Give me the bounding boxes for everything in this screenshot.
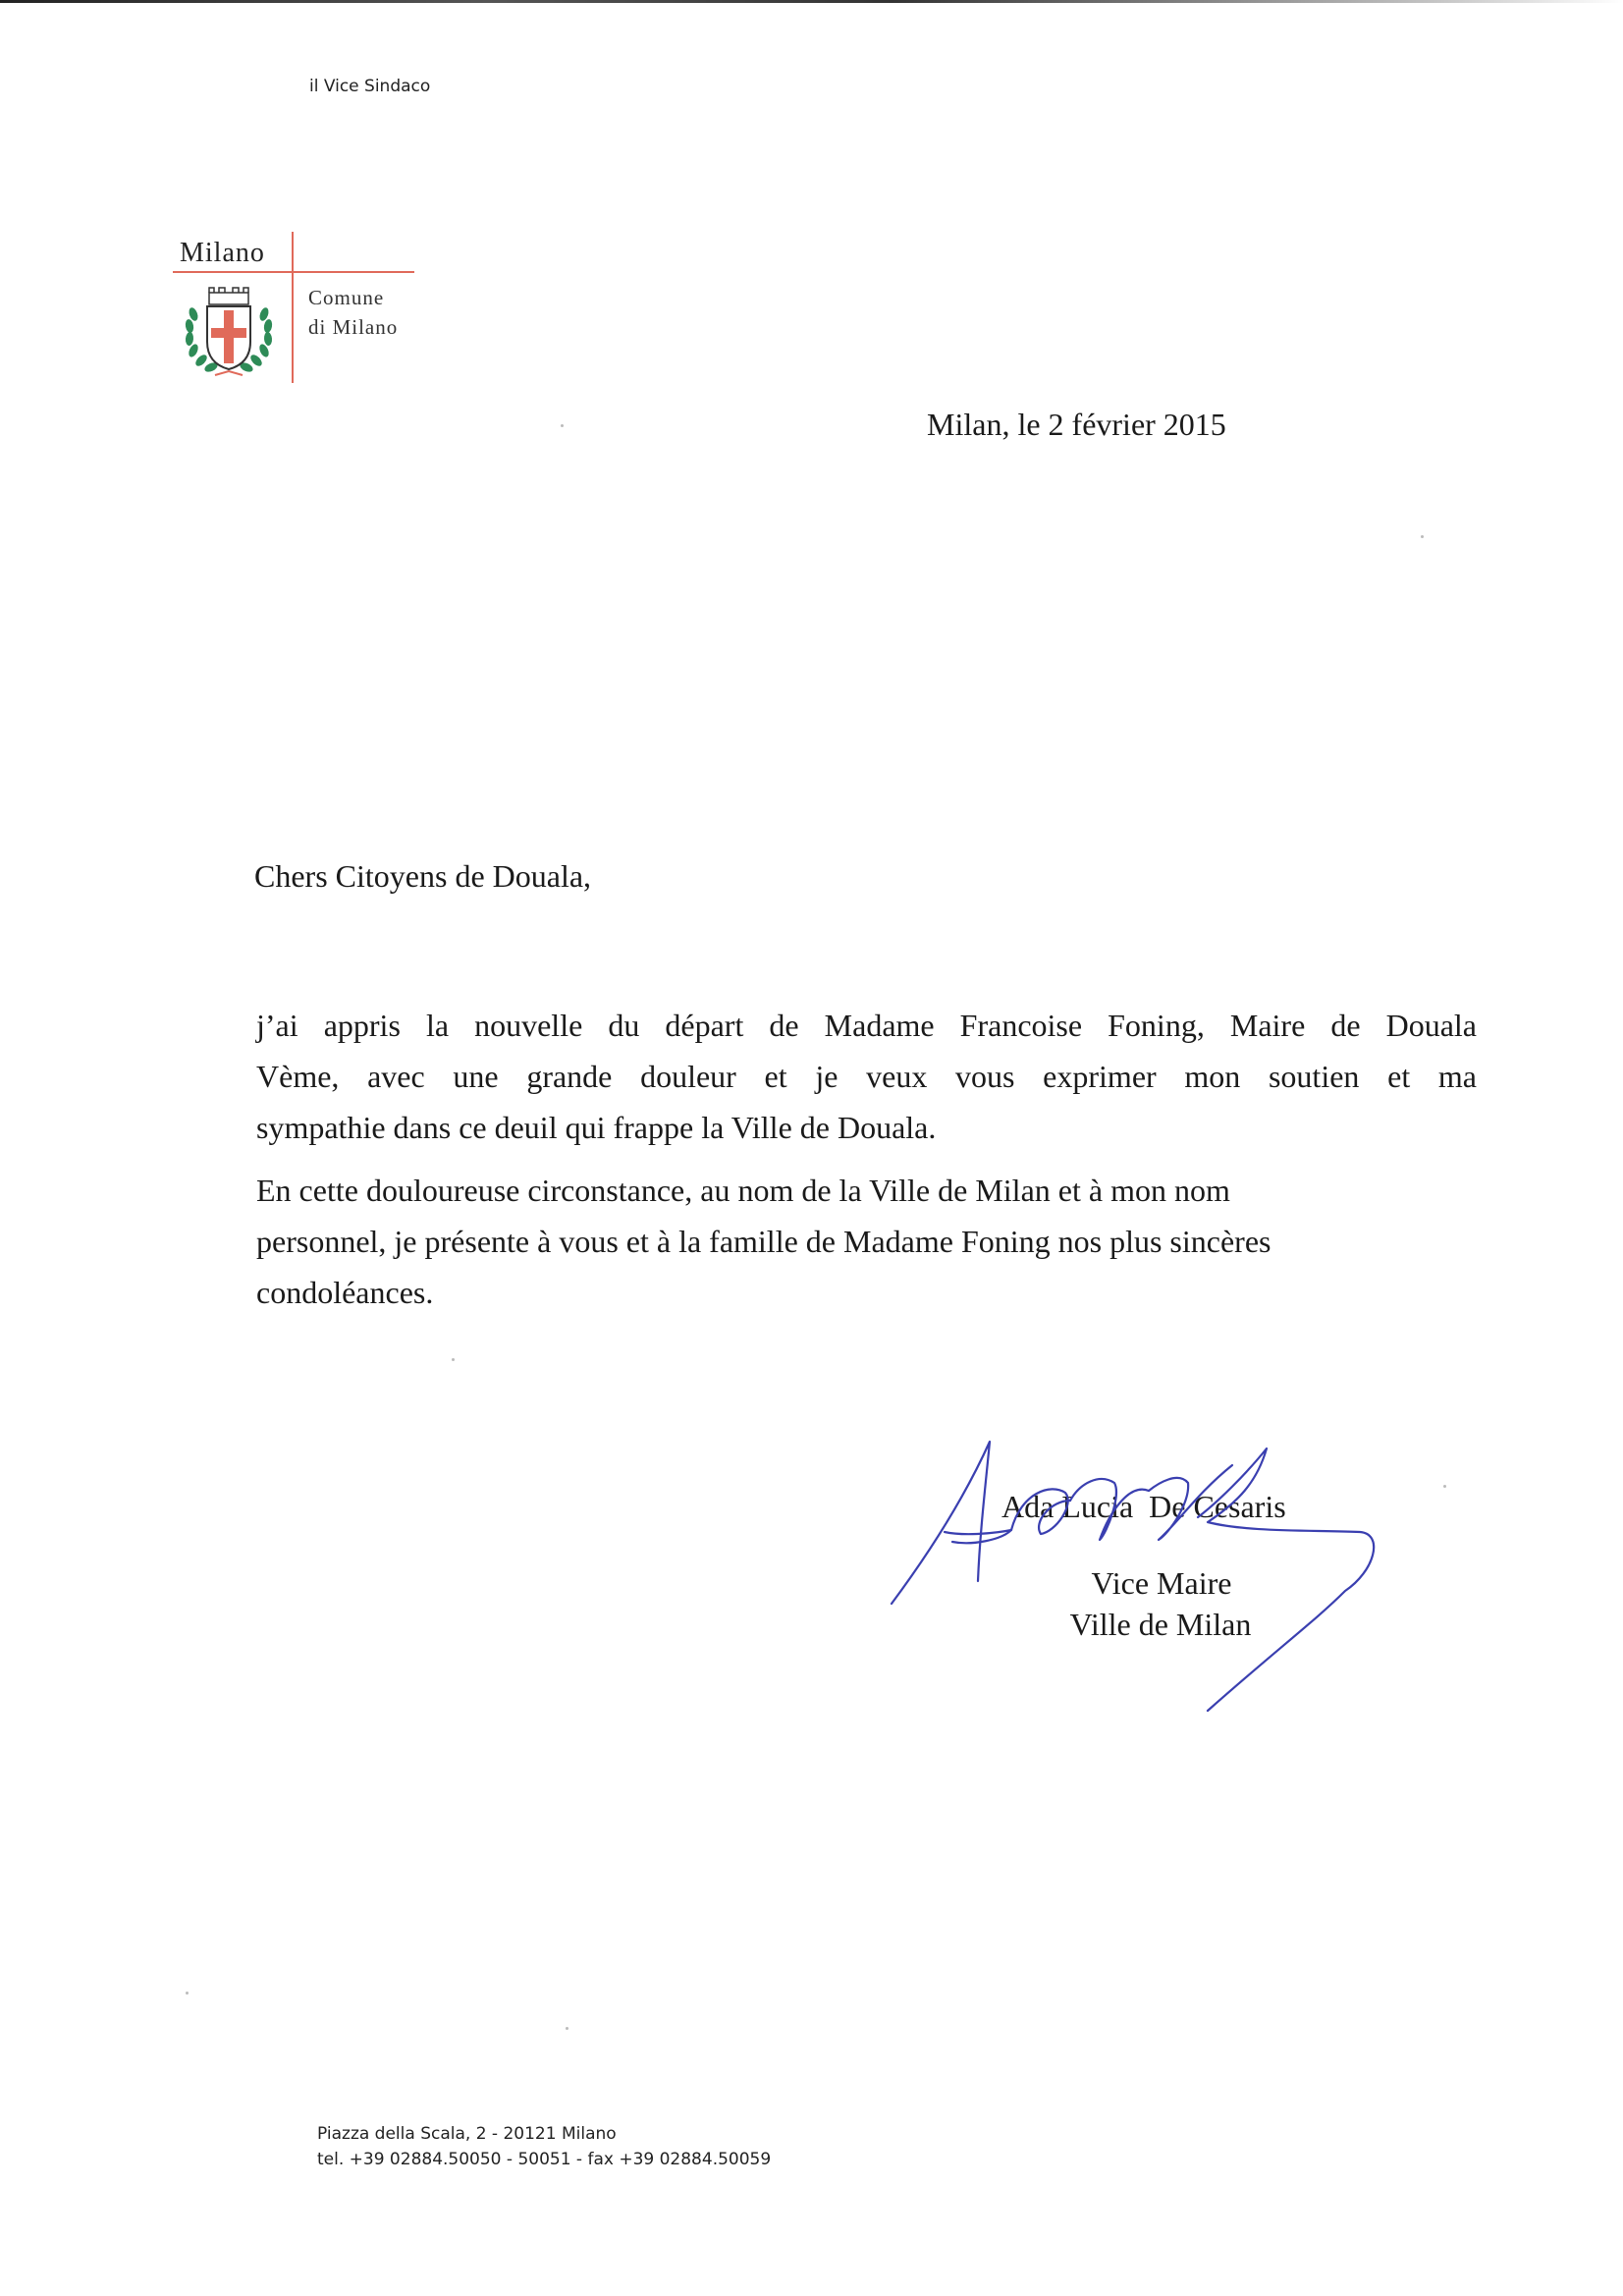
scan-speck [1421, 535, 1424, 538]
paragraph-line: Vème, avec une grande douleur et je veux vous exprimer mon soutien et ma [256, 1059, 1477, 1094]
logo-wordmark: Milano [180, 238, 265, 268]
footer-address: Piazza della Scala, 2 - 20121 Milano [317, 2124, 617, 2144]
logo-horizontal-rule [173, 271, 414, 273]
logo-subtitle [308, 283, 398, 342]
scan-speck [1443, 1485, 1446, 1488]
logo-subtitle-line1: Comune [308, 286, 385, 309]
signatory-title-line2: Ville de Milan [1069, 1607, 1252, 1642]
paragraph-line: sympathie dans ce deuil qui frappe la Ville de Douala. [256, 1110, 937, 1145]
paragraph-line: personnel, je présente à vous et à la famille de Madame Foning nos plus sincères [256, 1224, 1271, 1259]
signatory-name: Ada Lucia De Cesaris [1001, 1489, 1286, 1524]
signatory-title [1058, 1562, 1265, 1645]
paragraph-1 [256, 1000, 1477, 1153]
letter-body [256, 1000, 1477, 1318]
scan-speck [566, 2027, 568, 2030]
salutation: Chers Citoyens de Douala, [254, 858, 592, 894]
paragraph-line: j’ai appris la nouvelle du départ de Madame Francoise Foning, Maire de Douala [256, 1008, 1477, 1043]
footer [317, 2121, 771, 2172]
scan-edge [0, 0, 1623, 3]
paragraph-line: En cette douloureuse circonstance, au nom de la Ville de Milan et à mon nom [256, 1173, 1230, 1208]
footer-contact: tel. +39 02884.50050 - 50051 - fax +39 02884.50059 [317, 2150, 772, 2169]
paragraph-line: condoléances. [256, 1275, 434, 1310]
signatory-title-line1: Vice Maire [1091, 1565, 1232, 1601]
milan-coat-of-arms-icon [180, 285, 278, 383]
office-label: il Vice Sindaco [309, 77, 431, 96]
paragraph-2 [256, 1165, 1464, 1318]
logo-vertical-rule [292, 232, 294, 383]
scan-speck [186, 1992, 189, 1995]
scan-speck [452, 1358, 455, 1361]
logo-subtitle-line2: di Milano [308, 315, 399, 339]
scan-speck [561, 424, 564, 427]
letter-date: Milan, le 2 février 2015 [927, 407, 1226, 442]
